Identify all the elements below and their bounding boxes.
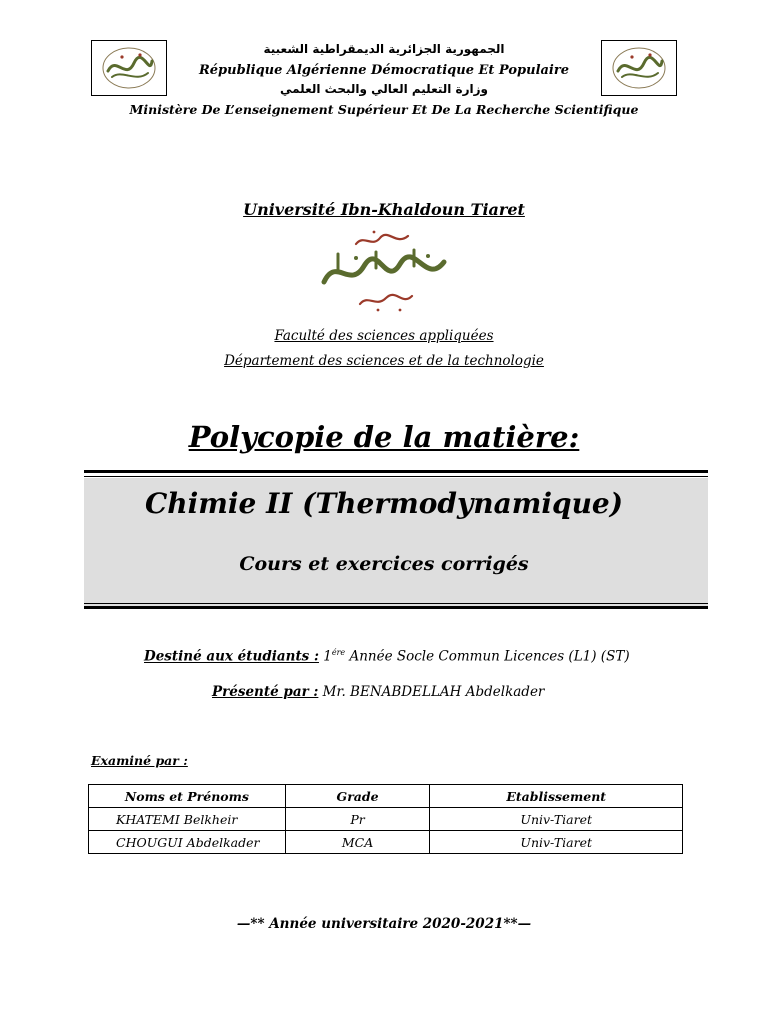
presented-by-line	[212, 684, 712, 700]
document-subtitle: Cours et exercices corrigés	[239, 553, 529, 575]
top-rule-thin	[84, 476, 708, 477]
document-heading: Polycopie de la matière:	[188, 420, 580, 454]
target-label: Destiné aux étudiants :	[144, 648, 319, 665]
target-audience-line	[144, 648, 744, 665]
jury-grade-cell: Pr	[285, 808, 430, 831]
jury-institution-cell: Univ-Tiaret	[430, 831, 683, 854]
top-rule-thick	[84, 470, 708, 473]
target-year-superscript: ére	[331, 648, 346, 657]
jury-grade-cell: MCA	[285, 831, 430, 854]
presented-label: Présenté par :	[212, 684, 319, 700]
table-header-row	[89, 785, 683, 808]
republic-line: République Algérienne Démocratique Et Populaire	[198, 63, 569, 78]
jury-name-cell: CHOUGUI Abdelkader	[89, 831, 286, 854]
ministry-line: Ministère De L’enseignement Supérieur Et De La Recherche Scientifique	[129, 102, 639, 117]
document-title: Chimie II (Thermodynamique)	[145, 487, 623, 520]
arabic-republic-line: الجمهورية الجزائرية الديمقراطية الشعبية	[263, 42, 505, 56]
presented-value: Mr. BENABDELLAH Abdelkader	[322, 684, 545, 700]
table-row	[89, 831, 683, 854]
column-header-name: Noms et Prénoms	[89, 785, 286, 808]
jury-name-cell: KHATEMI Belkheir	[89, 808, 286, 831]
jury-table	[88, 784, 683, 854]
table-row	[89, 808, 683, 831]
faculty-line: Faculté des sciences appliquées	[274, 328, 494, 344]
bottom-rule-thick	[84, 606, 708, 609]
target-value: Année Socle Commun Licences (L1) (ST)	[349, 648, 630, 665]
university-name: Université Ibn-Khaldoun Tiaret	[243, 200, 525, 219]
target-year-number: 1	[323, 648, 332, 665]
examined-by-label: Examiné par :	[91, 753, 188, 768]
column-header-grade: Grade	[285, 785, 430, 808]
academic-year: —** Année universitaire 2020-2021**—	[236, 916, 532, 932]
column-header-institution: Etablissement	[430, 785, 683, 808]
jury-institution-cell: Univ-Tiaret	[430, 808, 683, 831]
bottom-rule-thin	[84, 603, 708, 604]
university-calligraphy-logo	[316, 226, 452, 314]
department-line: Département des sciences et de la technologie	[224, 353, 544, 369]
arabic-ministry-line: وزارة التعليم العالي والبحث العلمي	[279, 82, 489, 96]
